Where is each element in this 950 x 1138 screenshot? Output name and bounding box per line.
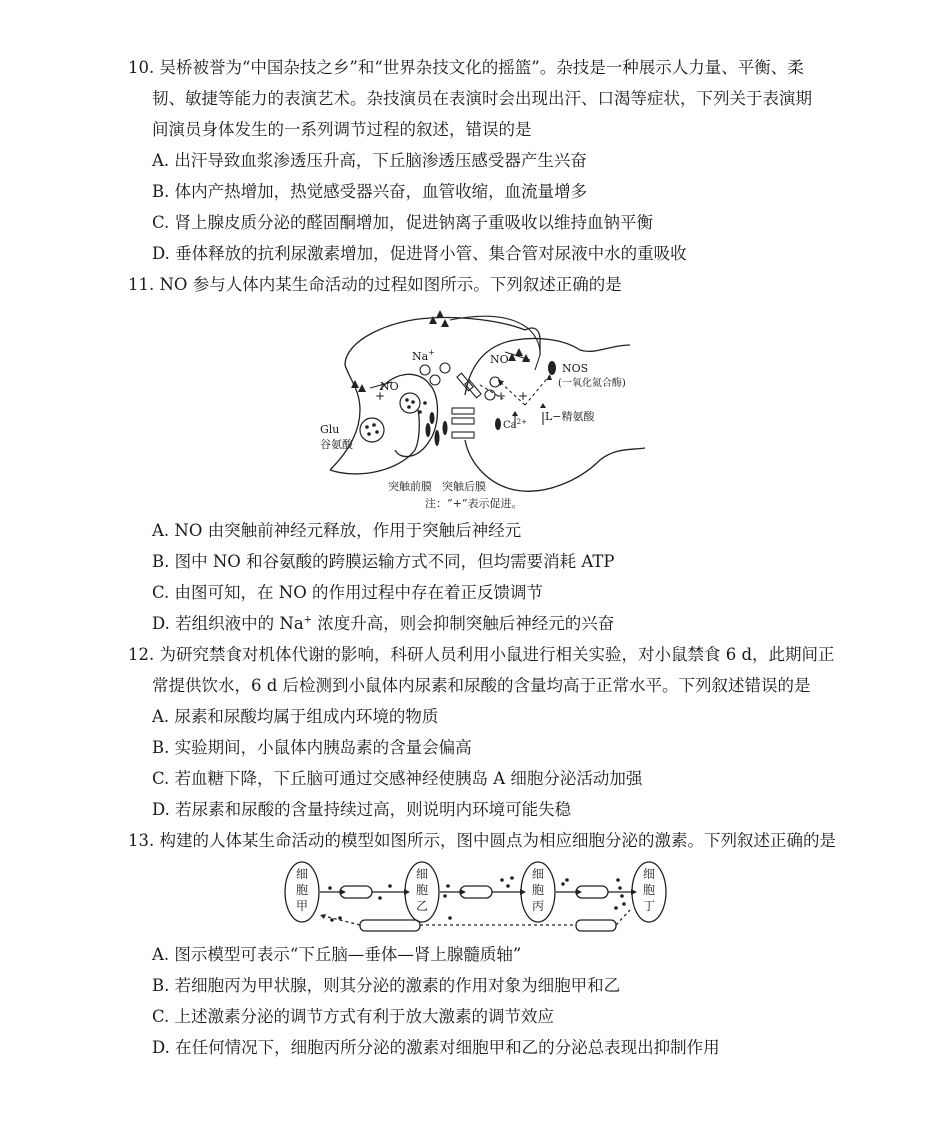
q13-stem: 13. 构建的人体某生命活动的模型如图所示，图中圆点为相应细胞分泌的激素。下列叙述正确的是 [128, 831, 836, 850]
cell-bing-char2: 胞 [531, 883, 545, 897]
plus-mid-a: + [496, 389, 507, 403]
cell-bing-char1: 细 [531, 867, 545, 881]
cell-chain-diagram [280, 860, 675, 938]
cell-yi-char3: 乙 [415, 899, 429, 913]
cell-jia-char1: 细 [295, 867, 309, 881]
ca-label: $Ca^{2+}$ [503, 418, 527, 431]
q12-option-b: B. 实验期间，小鼠体内胰岛素的含量会偏高 [152, 738, 472, 757]
synapse-diagram [300, 300, 660, 515]
glu-cn-label: 谷氨酸 [320, 438, 353, 451]
cell-bing-char3: 丙 [531, 899, 545, 913]
q13-option-b: B. 若细胞丙为甲状腺，则其分泌的激素的作用对象为细胞甲和乙 [152, 976, 621, 995]
nos-label: NOS [562, 362, 589, 375]
cell-jia-char3: 甲 [295, 899, 309, 913]
q10-option-a: A. 出汗导致血浆渗透压升高，下丘脑渗透压感受器产生兴奋 [152, 151, 587, 170]
cell-ding-char3: 丁 [642, 899, 656, 913]
q12-option-a: A. 尿素和尿酸均属于组成内环境的物质 [152, 707, 439, 726]
q13-option-a: A. 图示模型可表示“下丘脑—垂体—肾上腺髓质轴” [152, 945, 522, 964]
no-top-label: NO [490, 353, 509, 366]
q12-stem-line1: 12. 为研究禁食对机体代谢的影响，科研人员利用小鼠进行相关实验，对小鼠禁食 6 d，此期间正 [128, 645, 835, 664]
plus-left: + [375, 389, 386, 403]
q12-option-d: D. 若尿素和尿酸的含量持续过高，则说明内环境可能失稳 [152, 800, 572, 819]
cell-jia-char2: 胞 [295, 883, 309, 897]
q13-option-d: D. 在任何情况下，细胞丙所分泌的激素对细胞甲和乙的分泌总表现出抑制作用 [152, 1038, 720, 1057]
q10-option-c: C. 肾上腺皮质分泌的醛固酮增加，促进钠离子重吸收以维持血钠平衡 [152, 213, 654, 232]
figure-note: 注：“+”表示促进。 [425, 497, 523, 510]
q10-stem-line2: 韧、敏捷等能力的表演艺术。杂技演员在表演时会出现出汗、口渴等症状，下列关于表演期 [152, 89, 812, 108]
nos-full-label: (一氧化氮合酶) [558, 378, 626, 389]
cell-ding-char1: 细 [642, 867, 656, 881]
cell-ding-char2: 胞 [642, 883, 656, 897]
plus-mid-b: + [518, 389, 529, 403]
q10-option-b: B. 体内产热增加，热觉感受器兴奋，血管收缩，血流量增多 [152, 182, 588, 201]
q12-stem-line2: 常提供饮水，6 d 后检测到小鼠体内尿素和尿酸的含量均高于正常水平。下列叙述错误的是 [152, 676, 811, 695]
q11-option-b: B. 图中 NO 和谷氨酸的跨膜运输方式不同，但均需要消耗 ATP [152, 552, 615, 571]
cell-yi-char1: 细 [415, 867, 429, 881]
pre-membrane-label: 突触前膜 [388, 480, 432, 493]
q11-option-a: A. NO 由突触前神经元释放，作用于突触后神经元 [152, 521, 522, 540]
glu-label: Glu [320, 423, 340, 436]
q10-option-d: D. 垂体释放的抗利尿激素增加，促进肾小管、集合管对尿液中水的重吸收 [152, 244, 687, 263]
arginine-label: L−精氨酸 [545, 410, 595, 423]
q11-option-d: D. 若组织液中的 Na+ 浓度升高，则会抑制突触后神经元的兴奋 [152, 614, 615, 633]
q11-stem: 11. NO 参与人体内某生命活动的过程如图所示。下列叙述正确的是 [128, 275, 622, 294]
post-membrane-label: 突触后膜 [442, 480, 486, 493]
q12-option-c: C. 若血糖下降，下丘脑可通过交感神经使胰岛 A 细胞分泌活动加强 [152, 769, 643, 788]
q11-option-c: C. 由图可知，在 NO 的作用过程中存在着正反馈调节 [152, 583, 543, 602]
q10-stem-line1: 10. 吴桥被誉为“中国杂技之乡”和“世界杂技文化的摇篮”。杂技是一种展示人力量、平衡、柔 [128, 58, 804, 77]
na-label: Na+ [412, 348, 435, 363]
q10-stem-line3: 间演员身体发生的一系列调节过程的叙述，错误的是 [152, 120, 532, 139]
no-left-label: NO [380, 380, 399, 393]
q13-option-c: C. 上述激素分泌的调节方式有利于放大激素的调节效应 [152, 1007, 555, 1026]
cell-yi-char2: 胞 [415, 883, 429, 897]
